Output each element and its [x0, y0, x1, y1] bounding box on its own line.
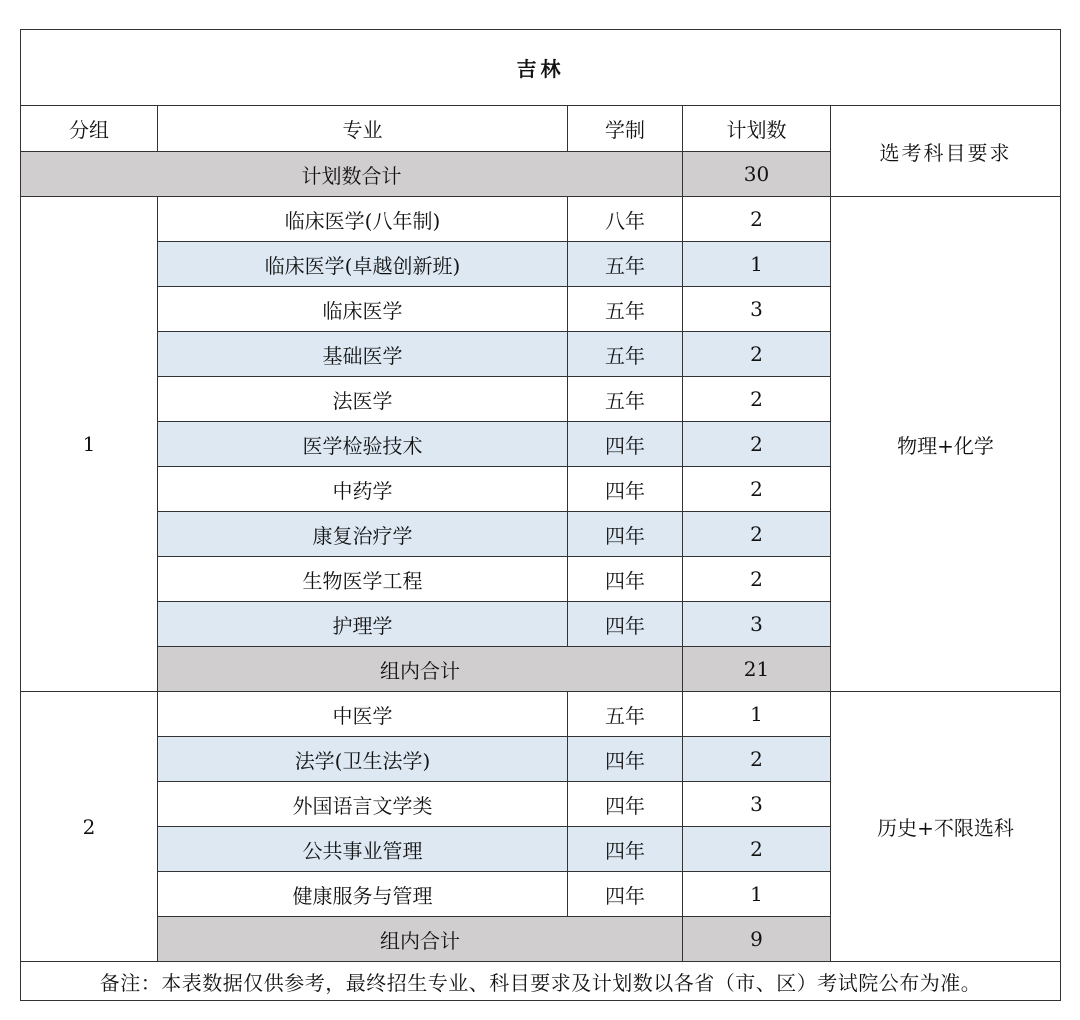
major-cell: 法医学	[158, 377, 568, 422]
plan-cell: 2	[683, 197, 831, 242]
duration-cell: 四年	[568, 737, 683, 782]
major-cell: 护理学	[158, 602, 568, 647]
plan-cell: 1	[683, 242, 831, 287]
major-cell: 临床医学	[158, 287, 568, 332]
plan-cell: 2	[683, 557, 831, 602]
major-cell: 基础医学	[158, 332, 568, 377]
major-cell: 健康服务与管理	[158, 872, 568, 917]
plan-cell: 3	[683, 602, 831, 647]
group-id: 2	[21, 692, 158, 962]
subject-requirement: 历史+不限选科	[831, 692, 1061, 962]
major-cell: 生物医学工程	[158, 557, 568, 602]
plan-cell: 2	[683, 422, 831, 467]
subtotal-label: 组内合计	[158, 647, 683, 692]
total-label: 计划数合计	[21, 152, 683, 197]
plan-cell: 2	[683, 512, 831, 557]
duration-cell: 五年	[568, 332, 683, 377]
major-cell: 中医学	[158, 692, 568, 737]
header-group: 分组	[21, 106, 158, 152]
group-id: 1	[21, 197, 158, 692]
plan-cell: 1	[683, 872, 831, 917]
header-plan: 计划数	[683, 106, 831, 152]
duration-cell: 四年	[568, 827, 683, 872]
duration-cell: 四年	[568, 422, 683, 467]
duration-cell: 四年	[568, 557, 683, 602]
header-major: 专业	[158, 106, 568, 152]
plan-cell: 3	[683, 782, 831, 827]
duration-cell: 五年	[568, 692, 683, 737]
table-row	[21, 197, 1061, 242]
duration-cell: 四年	[568, 602, 683, 647]
plan-cell: 2	[683, 377, 831, 422]
table-row	[21, 692, 1061, 737]
subtotal-label: 组内合计	[158, 917, 683, 962]
major-cell: 中药学	[158, 467, 568, 512]
plan-cell: 2	[683, 332, 831, 377]
duration-cell: 八年	[568, 197, 683, 242]
major-cell: 外国语言文学类	[158, 782, 568, 827]
duration-cell: 四年	[568, 872, 683, 917]
major-cell: 公共事业管理	[158, 827, 568, 872]
subject-requirement: 物理+化学	[831, 197, 1061, 692]
subtotal-value: 9	[683, 917, 831, 962]
major-cell: 法学(卫生法学)	[158, 737, 568, 782]
footnote: 备注：本表数据仅供参考，最终招生专业、科目要求及计划数以各省（市、区）考试院公布为准。	[21, 962, 1061, 1001]
plan-cell: 3	[683, 287, 831, 332]
header-subjects: 选考科目要求	[831, 106, 1061, 197]
total-value: 30	[683, 152, 831, 197]
plan-cell: 1	[683, 692, 831, 737]
major-cell: 临床医学(卓越创新班)	[158, 242, 568, 287]
major-cell: 临床医学(八年制)	[158, 197, 568, 242]
plan-cell: 2	[683, 737, 831, 782]
header-duration: 学制	[568, 106, 683, 152]
subtotal-value: 21	[683, 647, 831, 692]
duration-cell: 五年	[568, 377, 683, 422]
page-title: 吉林	[21, 30, 1061, 106]
plan-cell: 2	[683, 467, 831, 512]
duration-cell: 五年	[568, 242, 683, 287]
admission-plan-table	[20, 29, 1061, 1001]
major-cell: 康复治疗学	[158, 512, 568, 557]
duration-cell: 四年	[568, 467, 683, 512]
duration-cell: 四年	[568, 512, 683, 557]
major-cell: 医学检验技术	[158, 422, 568, 467]
duration-cell: 五年	[568, 287, 683, 332]
group-rows	[21, 197, 1061, 962]
plan-cell: 2	[683, 827, 831, 872]
duration-cell: 四年	[568, 782, 683, 827]
